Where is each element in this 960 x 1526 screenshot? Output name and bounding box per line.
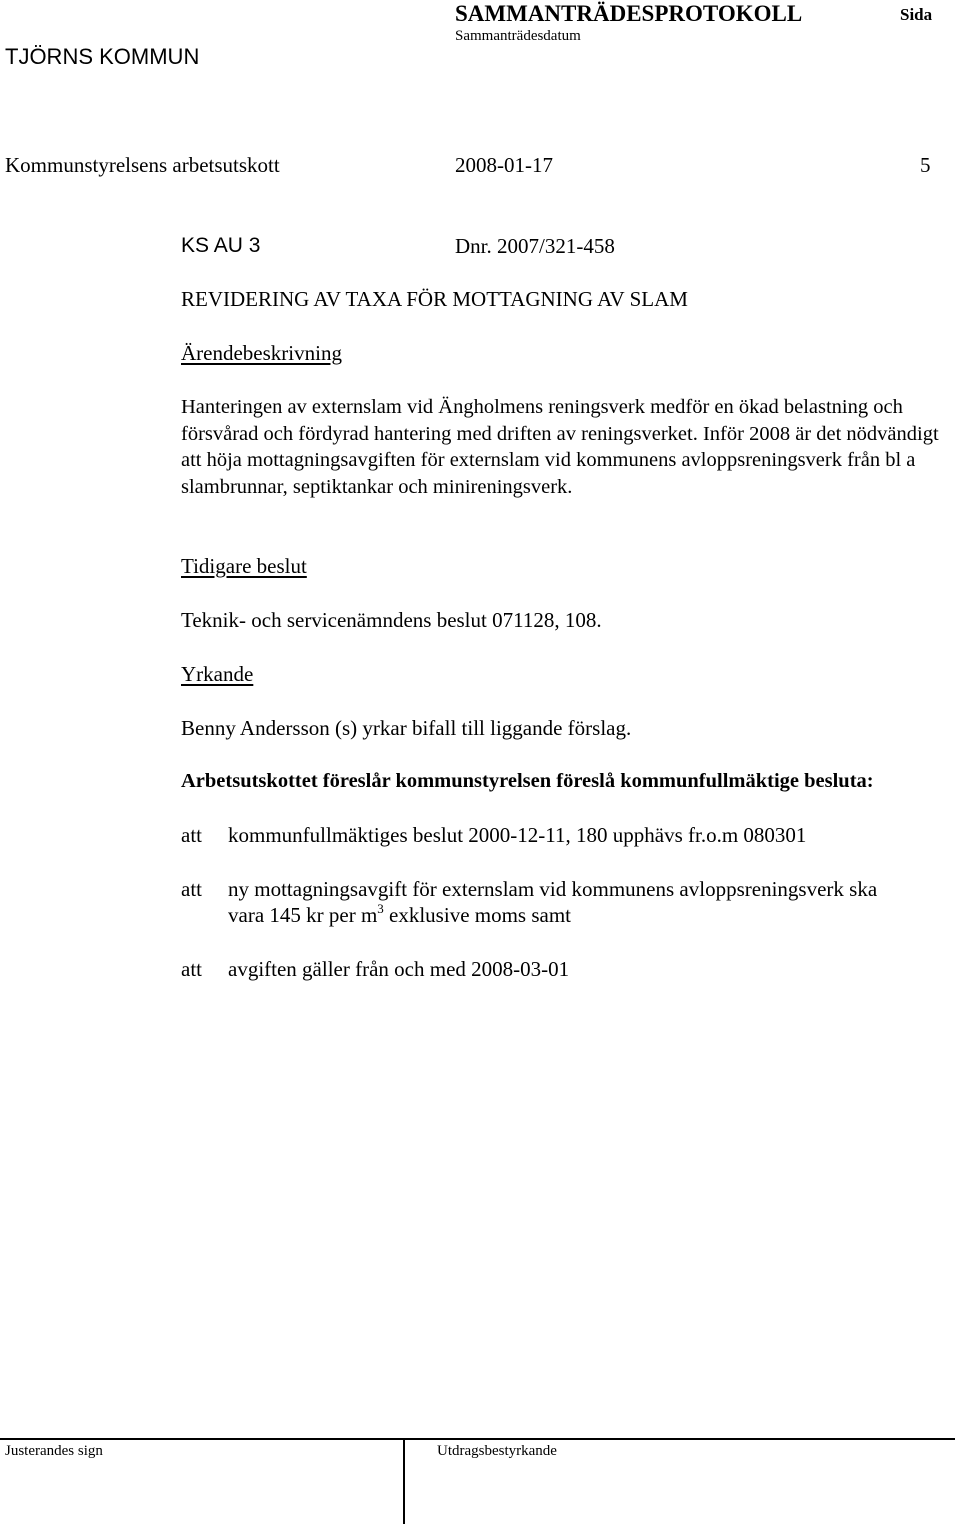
footer-divider: [403, 1438, 405, 1524]
sign-label: Justerandes sign: [5, 1443, 103, 1459]
date-label: Sammanträdesdatum: [455, 28, 581, 44]
proposal-heading: Arbetsutskottet föreslår kommunstyrelsen föreslå kommunfullmäktige besluta:: [181, 770, 874, 792]
decision-text: avgiften gäller från och med 2008-03-01: [228, 957, 570, 981]
decision-prefix: att: [181, 823, 202, 847]
yrkande-heading: Yrkande: [181, 662, 254, 686]
footer-rule: [0, 1438, 955, 1440]
tidigare-heading: Tidigare beslut: [181, 554, 307, 578]
decision-text: kommunfullmäktiges beslut 2000-12-11, 180 upphävs fr.o.m 080301: [228, 823, 807, 847]
dnr: Dnr. 2007/321-458: [455, 234, 615, 258]
decision-prefix: att: [181, 957, 202, 981]
decision-text-line2: [228, 902, 571, 928]
decision-text-line2-pre: vara 145 kr per m: [228, 903, 378, 927]
doc-title: SAMMANTRÄDESPROTOKOLL: [455, 1, 803, 26]
arende-heading: Ärendebeskrivning: [181, 341, 342, 365]
yrkande-text: Benny Andersson (s) yrkar bifall till liggande förslag.: [181, 716, 632, 740]
unit-superscript: 3: [377, 901, 384, 916]
meeting-date: 2008-01-17: [455, 153, 553, 177]
page-number: 5: [920, 153, 931, 177]
decision-text: ny mottagningsavgift för externslam vid kommunens avloppsreningsverk ska: [228, 877, 878, 901]
municipality-name: TJÖRNS KOMMUN: [5, 44, 200, 69]
decision-prefix: att: [181, 877, 202, 901]
tidigare-text: Teknik- och servicenämndens beslut 071128, 108.: [181, 608, 602, 632]
page-label: Sida: [900, 5, 933, 24]
paragraph-reference: [181, 233, 260, 259]
arende-text: Hanteringen av externslam vid Ängholmens reningsverk medför en ökad belastning och försvårad och fördyrad hantering med driften av reningsverket. Inför 2008 är det nödvändigt att höja mottagningsavgiften för externslam vid kommunens avloppsreningsverk från bl a slambrunnar, septiktankar och minireningsverk.: [181, 396, 939, 498]
case-title: REVIDERING AV TAXA FÖR MOTTAGNING AV SLAM: [181, 287, 688, 311]
paragraph-reference-text: KS AU 3: [181, 234, 261, 257]
decision-text-line2-post: exklusive moms samt: [383, 903, 572, 927]
committee-name: Kommunstyrelsens arbetsutskott: [5, 153, 280, 177]
extract-label: Utdragsbestyrkande: [437, 1443, 557, 1459]
